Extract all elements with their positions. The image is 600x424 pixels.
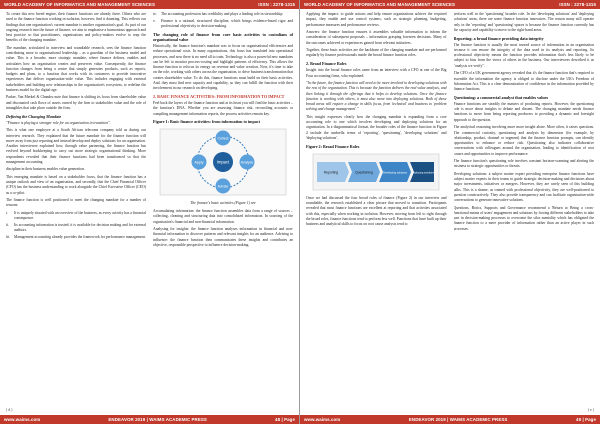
footer-url: www.waims.com [4,417,41,422]
page-number: 48 | Page [275,417,295,422]
paragraph: The analytical reasoning involving more more insight alone. More often, it raises questions. The commercial curiosity, questioning and analysis by dimension (for example, by relationship, product, channel or segment) that the finance function prompts, can identify opportunities to enhance or reduce risk. Questioning also indicates collaborative conversations with colleagues around the organisation, leading to identification of root causes and opportunities to improve performance. [453,125,594,156]
section-heading: The changing role of finance from core basic activities to custodians of organisational value [153,31,293,42]
figure-1 [153,127,293,197]
footer-bar-left [0,415,299,424]
role-reporting [317,162,349,182]
columns-right [306,12,594,412]
quote: "In the future, the finance function will need to be more involved in developing solutions with the rest of the organisation. This is because the function delivers the real value analysis, and then linking it through the offerings that it helps to develop solutions. Once the finance function is working with others, it must also move into deploying solutions. Both of those broad areas will require a change in skills focus, from 'technical' and business to 'problem solving and change management'." [306,81,447,112]
paragraph: Once we had discussed the four broad roles of finance (Figure 2) in our interview and roundtable, the research established a clear picture that moved to transition. Participants revealed that most finance functions are excellent at reporting and that activities associated with this, especially when working in isolation. However, moving from left to right through the broad roles, finance functions tend to perform less well. Functions that have built up their business and analytical skills to focus on root cause analysis tend to [306,195,447,227]
paragraph: Accumulating information: the finance function assembles data from a range of sources – collecting, cleaning and structuring data into consolidated information. In sourcing of the organisation's financial and non-financial information. [153,209,293,224]
columns-left [6,12,293,412]
figure1-step-label: Advise [217,184,229,189]
figure2-role-label: Reporting [324,170,339,175]
paragraph: Together, these basic activities are the backbone of the changing mandate and are performed regularly by finance professionals inside the broad finance function roles. [306,48,447,58]
paragraph: This emerging mandate is based on a stakeholder focus, that the finance function has a unique outlook and view of an organisation, and secondly, that the Chief Financial Officer (CFO) has the business understanding to work alongside the Chief Executive Officer (CEO) as a co-pilot. [6,174,146,195]
quote: "Finance is playing a stronger role for an organisation in transition". [6,120,111,125]
paragraph: Insight into the broad finance roles came from an interview with a CFO at one of the Big Four accounting firms, who explained: [306,68,447,78]
paragraph: Developing solutions: a subject matter expert providing enterprise finance functions have subject matter experts in their teams to guide strategic decision-making and decisions about major investments, initiatives or mergers. However, they are rarely seen of this building talks. This is a shame, as trained with professional objectivity, they are well-positioned to question constructively. They also provide transparency and can facilitate organisation-wide conversations to generate innovative solutions. [453,171,594,203]
paragraph: This insight expresses clearly how the changing mandate is expanding from a core accounting role to one which involves developing and deploying solutions for an organisation. In a diagrammatical format, the broader roles of the finance function in Figure 2 include the umbrella terms of 'reporting', 'questioning', 'developing solutions' and 'deploying solutions'. [306,114,447,140]
issn: ISSN : 2278-1315 [258,2,295,7]
paragraph: The CFO of a UK government agency revealed that it's the finance function that's required to assemble the information the agency is obliged to disclose under the UK's Freedom of Information Act. This is a clear demonstration of confidence in the information provided by finance functions. [453,71,594,91]
figure-title: Figure 2: Broad Finance Roles [306,143,360,149]
role-developing-solutions [379,162,411,182]
column-marker: ( d ) [6,408,13,412]
step-advise [216,179,231,194]
list-item: iii. Management accounting already provides the framework for performance management. [6,234,146,239]
paragraph: Feel back the layers of the finance function and at its heart you will find the basic activities – the function's DNA. Whether you are assessing finance risk, reconciling accounts or compiling management information reports, the process activities remain key. [153,101,293,116]
paragraph: discipline in their business enables value generation. [6,167,85,172]
header-bar-left [0,0,299,9]
paragraph: Historically, the finance function's mandate was to focus on organisational efficiencies and reduce operational costs. In many organisations, this focus has translated into operational processes, and now there is no need all to train. Technology is also a powerful new mandates can be left to monitor process-costing and highlight patterns of efficiency. This allows the finance function to refocus its energy on revenue and value creation. Now, it's time to take on the role, working with others across the organisation, to drive business transformation that creates shareholder value. To do this, finance functions must build on their basic activities. And, they must find new capacity and capability, so they can fulfill the function with their involvement in our research on developing. [153,44,293,91]
figure-2-diagram [312,153,440,191]
section-heading: Reporting: a broad finance providing data integrity [453,35,544,41]
section-heading: 2. BASIC FINANCE ACTIVITIES: FROM INFORMATION TO IMPACT [153,93,285,99]
column-1 [6,12,146,412]
figure1-step-label: Apply [194,160,204,165]
step-collect [216,131,231,146]
figure2-role-label: Questioning [355,170,374,175]
paragraph: To create this new breed engine, their finance functions are already there. Others who are used to the finance function working in isolation, however, find it daunting. This reflects our findings that one organisation's current mandate is another organisation's goal. As part of our ongoing research into the future of finance, we aim to emphasise a harmonious approach and best practice so that practitioners, organisations and policy-makers evolve to reap the benefits of the changing mandate. [6,12,146,43]
paragraph: The finance function's questioning role involves constant horizon-scanning and alerting the business to strategic opportunities or threats. [453,159,594,169]
footer-journal: ENDEAVOR 2019 | WAIMS ACADEMIC PRESS [108,417,207,422]
paragraph: Parker, Van Merkel & Chandru note that finance is shifting its focus from shareholder value and discounted cash flows of assets owned by the firm to stakeholder value and the role of intangibles that take place outside the firm. [6,95,146,110]
figure1-step-label: Analyse [240,160,254,165]
header-bar-right [300,0,600,9]
footer-bar-right [300,415,600,424]
paragraph: Analysing for insights: the finance function analyses information in financial and non-financial information to discover patterns and relevant insights for an audience. Advising to influence: the finance function then communicates these insights and contributes an objective, responsible perspective to influence decision-making. [153,227,293,247]
step-analyse [240,155,255,170]
section-heading: Defining the Changing Mandate [6,113,62,119]
paragraph: Answers: the finance function ensures it assembles valuable information to inform the consideration of subsequent proposals – information grasping foreseen decisions. Many of the outcomes achieved or experiences gained from relevant initiatives. [306,30,447,45]
journal-title: WORLD ACADEMY OF INFORMATICS AND MANAGEMENT SCIENCES [4,2,156,7]
page-number: 49 | Page [576,417,596,422]
figure1-center-label: Impact [216,159,230,165]
issn: ISSN : 2278-1315 [559,2,596,7]
figure2-role-label: Deploying solutions [412,171,435,175]
column-2 [153,12,293,412]
role-questioning [348,162,380,182]
column-4 [454,12,595,412]
role-deploying-solutions [410,162,435,182]
list-item: i. It is uniquely situated with an overview of the business, as every activity has a financial consequence. [6,211,146,221]
figure-title: Figure 1: Basic finance activities: from information to impact [153,119,260,125]
figure-1-diagram [159,128,287,196]
list-item: v. Finance is a rational, structured discipline, which brings evidence-based rigor and professional objectivity to decision-making. [153,18,293,28]
figure-2 [306,152,447,192]
column-marker: ( e ) [587,408,594,412]
paragraph: perform well in the 'questioning' broader role. In the 'developing solutions' and 'deploying solutions' areas, there are some finance function innovators. The reason many still operate only in the 'reporting' and 'questioning' spaces is because the finance function currently has the capacity and capability to move to the right-hand areas. [453,12,594,32]
list-item: ii. Its accounting information is trusted; it is available for decision making and for external auditors. [6,222,146,233]
list-item: iv. The accounting profession has credibility and plays a leading role in stewardship. [153,12,284,16]
column-3 [306,12,447,412]
figure1-step-label: Collect [217,136,229,141]
paragraph: This is what one employee at a South African telecoms company told us during our interview research. They explained that the future mandate for the finance function will move away from just reporting and instead develop and deploy solutions for an organisation. Another interviewee explained how, through value partnering, the finance function has evolved beyond bookkeeping to carry out more strategic organisational thinking. More respondents revealed that their finance functions had been transformed so that the management accounting [6,128,146,164]
footer-url: www.waims.com [304,417,341,422]
figure-caption: The finance's basic activities (Figure 1) are [190,201,256,206]
paragraph: The finance function is well positioned to meet the changing mandate for a number of reasons: [6,198,146,208]
journal-title: WORLD ACADEMY OF INFORMATICS AND MANAGEMENT SCIENCES [304,2,456,7]
footer-journal: ENDEAVOR 2019 | WAIMS ACADEMIC PRESS [408,417,508,422]
section-heading: Questioning: a commercial analyst that enables values [453,94,549,100]
paragraph: The mandate, articulated in interview and roundtable research, sees the finance function contributing more to organisational leadership – as a guardian of the business model and value. This is a broader, more strategic mandate, where finance defines, enables and articulates how an organisation creates and preserves value. Consequently, the finance function changes from being a centre that simply generates products, such as reports, budgets and plans, to a function that works with its customers to provide innovative experiences that deliver organisation-wide value. This includes engaging with external stakeholders and building new relationships in the organisation's ecosystem, to redefine the business model for the digital age. [6,45,146,92]
paragraph: Questions, Botics, Supports and Governance recommend a 'Return to Being a cross-functional means of users' engagement and solutions by forcing different stakeholders to take part in decision-making processes to overcome the silos mentality which has obligated the finance function to a mere provider of information rather than an active player in such processes. [453,205,594,231]
paragraph: Applying the impact: to guide actions and help ensure organisations achieve the required impact, they enable and use control systems, such as strategic planning, budgeting, performance measures and performance reviews. [306,12,447,27]
figure2-role-label: Developing solutions [383,171,408,175]
step-apply [192,155,207,170]
page-right [300,0,600,424]
section-heading: 2. Broad Finance Roles [306,61,347,67]
paragraph: Finance functions are steadily the masters of producing reports. However, the questioning role is more about insights to debate and dissent. The changing mandate needs finance functions to move from being reporting producers to providing a dynamic and foresight approach to the question. [453,101,594,122]
paragraph: The finance function is usually the most trusted source of information in an organisation because it can ensure the integrity of the data used in its analysis and reporting. Its professional objectivity means the function provides information that's less likely to be subject to bias from the views of others in the business. Our interviewees described it as "analysis we verify". [453,42,594,68]
